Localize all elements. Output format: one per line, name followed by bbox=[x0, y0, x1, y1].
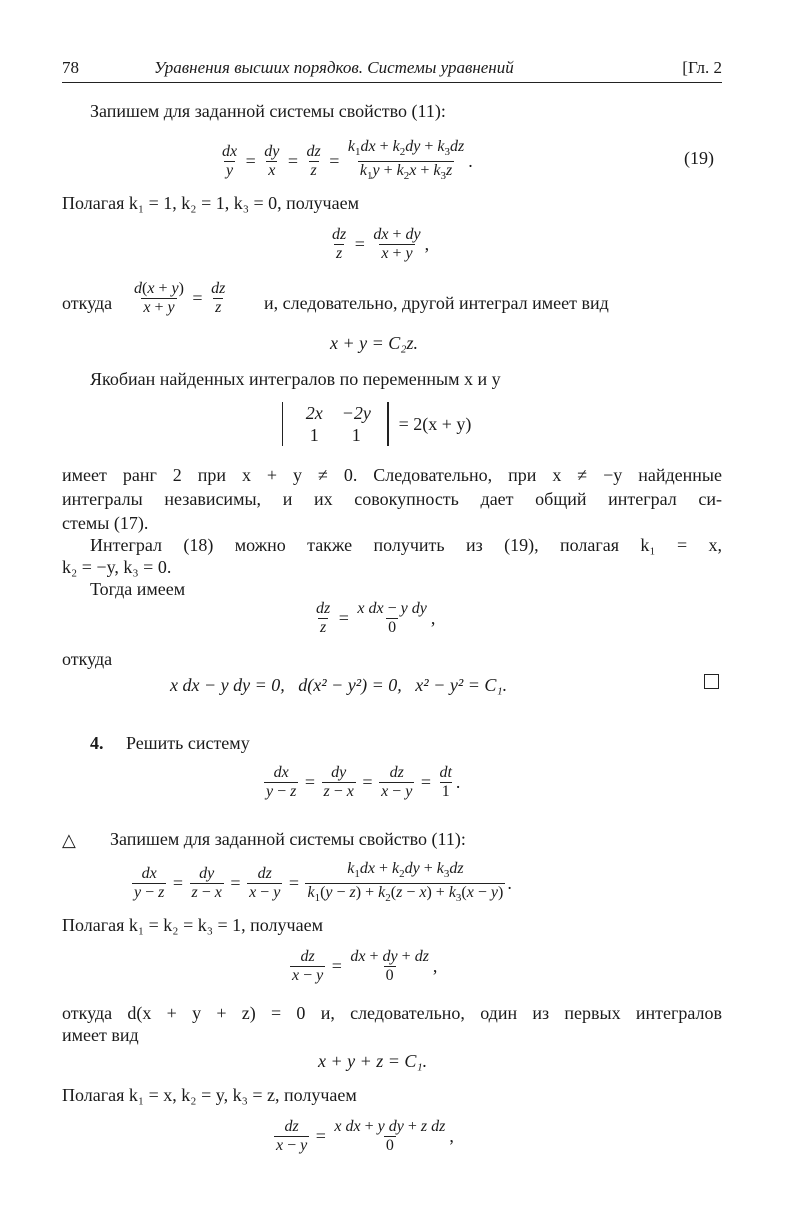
problem-number: 4. bbox=[90, 733, 104, 753]
equation-dz: dz z = dx + dy x + y , bbox=[332, 226, 430, 262]
solution-triangle-icon: △ bbox=[62, 830, 76, 851]
det-cell: 1 bbox=[309, 425, 319, 445]
paragraph-line: Интеграл (18) можно также получить из (19), полагая k₁ = x, bbox=[90, 535, 722, 555]
equation-c1: x + y + z = C₁. bbox=[318, 1051, 428, 1071]
paragraph-line: откуда d(x + y + z) = 0 и, следовательно, один из первых интегралов bbox=[62, 1003, 722, 1023]
equation-zero-denominator: dz z = x dx − y dy 0 , bbox=[316, 600, 436, 636]
paragraph: Полагая k₁ = k₂ = k₃ = 1, получаем bbox=[62, 915, 323, 935]
problem-statement: Решить систему bbox=[126, 733, 250, 753]
det-cell: −2y bbox=[341, 403, 371, 423]
paragraph-end: и, следовательно, другой интеграл имеет вид bbox=[264, 293, 609, 313]
page-number: 78 bbox=[62, 58, 79, 77]
equation-19: dx y = dy x = dz z = $k_1dx + k_2dy + k_3dz$ $k_1y + k_2x + k_3z$ . bbox=[218, 138, 473, 185]
qed-box-icon bbox=[704, 674, 719, 689]
paragraph-line: имеет вид bbox=[62, 1025, 139, 1045]
equation-final: x dx − y dy = 0, d(x² − y²) = 0, x² − y² = C₁. bbox=[170, 675, 508, 695]
det-cell: 2x bbox=[305, 403, 323, 423]
equation-xyz: dz x − y = x dx + y dy + z dz 0 , bbox=[276, 1118, 454, 1154]
det-result: = 2(x + y) bbox=[398, 413, 472, 434]
det-cell: 1 bbox=[351, 425, 361, 445]
paragraph-line: k₂ = −y, k₃ = 0. bbox=[62, 557, 172, 577]
paragraph-start: откуда bbox=[62, 293, 113, 313]
paragraph: Полагая k₁ = 1, k₂ = 1, k₃ = 0, получаем bbox=[62, 193, 359, 213]
chapter-label: [Гл. 2 bbox=[682, 58, 722, 77]
paragraph-line: имеет ранг 2 при x + y ≠ 0. Следовательно, при x ≠ −y найденные bbox=[62, 465, 722, 485]
paragraph-line: стемы (17). bbox=[62, 513, 149, 533]
equation-number: (19) bbox=[684, 148, 714, 168]
equation-c2: x + y = C₂z. bbox=[330, 333, 419, 353]
paragraph: Полагая k₁ = x, k₂ = y, k₃ = z, получаем bbox=[62, 1085, 357, 1105]
equation-system-4: dx y − z = dy z − x = dz x − y = dt 1 . bbox=[266, 764, 461, 800]
paragraph: Запишем для заданной системы свойство (11): bbox=[110, 829, 466, 849]
equation-sum: dz x − y = dx + dy + dz 0 , bbox=[292, 948, 438, 984]
running-header bbox=[62, 58, 722, 83]
paragraph: откуда bbox=[62, 649, 113, 669]
equation-property: dx y − z = dy z − x = dz x − y = $k_1dx + k_2dy + k_3dz$ $k_1(y - z) + k_2(z - x) + k_3(x - y)$ . bbox=[130, 860, 512, 907]
paragraph: Якобиан найденных интегралов по переменным x и y bbox=[90, 369, 501, 389]
inline-equation: d(x + y) x + y = dz z bbox=[134, 280, 226, 316]
paragraph-line: интегралы независимы, и их совокупность дает общий интеграл си- bbox=[62, 489, 722, 509]
running-title: Уравнения высших порядков. Системы уравнений bbox=[154, 58, 514, 77]
paragraph: Тогда имеем bbox=[90, 579, 186, 599]
jacobian-determinant bbox=[272, 402, 471, 446]
paragraph: Запишем для заданной системы свойство (11): bbox=[90, 101, 446, 121]
